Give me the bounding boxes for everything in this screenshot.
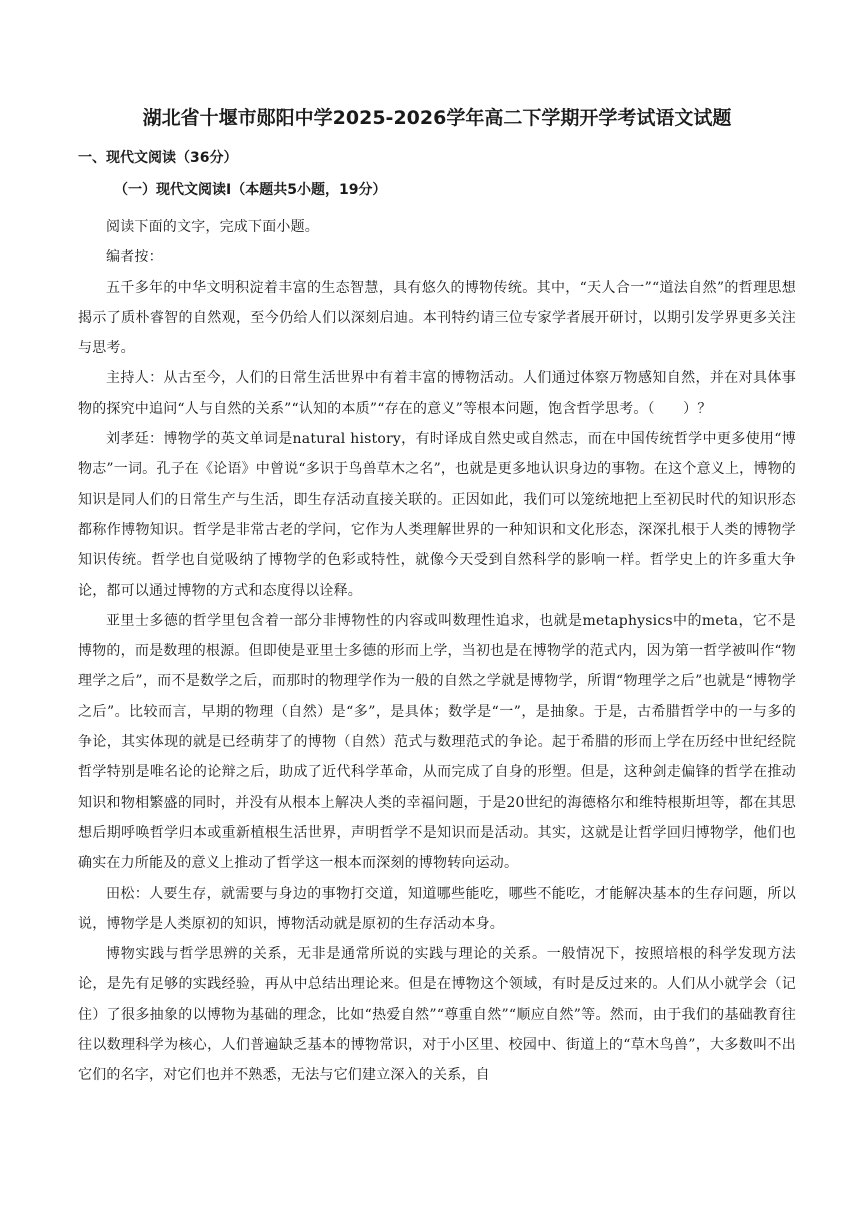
- host-paragraph: 主持人：从古至今，人们的日常生活世界中有着丰富的博物活动。人们通过体察万物感知自然，并在对具体事物的探究中追问“人与自然的关系”“认知的本质”“存在的意义”等根本问题，饱含哲学思考。（ ）？: [78, 370, 796, 417]
- liu-xiaoting-paragraph: 刘孝廷：博物学的英文单词是natural history，有时译成自然史或自然志，而在中国传统哲学中更多使用“博物志”一词。孔子在《论语》中曾说“多识于鸟兽草木之名”，也就是更多地认识身边的事物。在这个意义上，博物的知识是同人们的日常生产与生活，即生存活动直接关联的。正因如此，我们可以笼统地把上至初民时代的知识形态都称作博物知识。哲学是非常古老的学问，它作为人类理解世界的一种知识和文化形态，深深扎根于人类的博物学知识传统。哲学也自觉吸纳了博物学的色彩或特性，就像今天受到自然科学的影响一样。哲学史上的许多重大争论，都可以通过博物的方式和态度得以诠释。: [78, 431, 796, 599]
- aristotle-paragraph: 亚里士多德的哲学里包含着一部分非博物性的内容或叫数理性追求，也就是metaphysics中的meta，它不是博物的，而是数理的根源。但即使是亚里士多德的形而上学，当初也是在博物学的范式内，因为第一哲学被叫作“物理学之后”，而不是数学之后，而那时的物理学作为一般的自然之学就是博物学，所谓“物理学之后”也就是“博物学之后”。比较而言，早期的物理（自然）是“多”，是具体；数学是“一”，是抽象。于是，古希腊哲学中的一与多的争论，其实体现的就是已经萌芽了的博物（自然）范式与数理范式的争论。起于希腊的形而上学在历经中世纪经院哲学特别是唯名论的论辩之后，助成了近代科学革命，从而完成了自身的形塑。但是，这种剑走偏锋的哲学在推动知识和物相繁盛的同时，并没有从根本上解决人类的幸福问题，于是20世纪的海德格尔和维特根斯坦等，都在其思想后期呼唤哲学归本或重新植根生活世界，声明哲学不是知识而是活动。其实，这就是让哲学回归博物学，他们也确实在力所能及的意义上推动了哲学这一根本而深刻的博物转向运动。: [78, 612, 796, 872]
- section-heading: 一、现代文阅读（36分）: [78, 150, 238, 166]
- practice-theory-paragraph: 博物实践与哲学思辨的关系，无非是通常所说的实践与理论的关系。一般情况下，按照培根的科学发现方法论，是先有足够的实践经验，再从中总结出理论来。但是在博物这个领域，有时是反过来的。人们从小就学会（记住）了很多抽象的以博物为基础的理念，比如“热爱自然”“尊重自然”“顺应自然”等。然而，由于我们的基础教育往往以数理科学为核心，人们普遍缺乏基本的博物常识，对于小区里、校园中、街道上的“草木鸟兽”，大多数叫不出它们的名字，对它们也并不熟悉，无法与它们建立深入的关系，自: [78, 946, 796, 1084]
- editor-note-paragraph: 五千多年的中华文明积淀着丰富的生态智慧，具有悠久的博物传统。其中，“天人合一”“道法自然”的哲理思想揭示了质朴睿智的自然观，至今仍给人们以深刻启迪。本刊特约请三位专家学者展开研讨，以期引发学界更多关注与思考。: [78, 279, 796, 357]
- tian-song-paragraph: 田松：人要生存，就需要与身边的事物打交道，知道哪些能吃，哪些不能吃，才能解决基本的生存问题，所以说，博物学是人类原初的知识，博物活动就是原初的生存活动本身。: [78, 885, 796, 932]
- document-title: 湖北省十堰市郧阳中学2025-2026学年高二下学期开学考试语文试题: [142, 107, 732, 129]
- document-page: [78, 104, 796, 1091]
- instruction-paragraph: 阅读下面的文字，完成下面小题。: [106, 219, 319, 235]
- subsection-heading: （一）现代文阅读Ⅰ（本题共5小题，19分）: [114, 182, 387, 198]
- editor-note-label: 编者按：: [106, 249, 163, 266]
